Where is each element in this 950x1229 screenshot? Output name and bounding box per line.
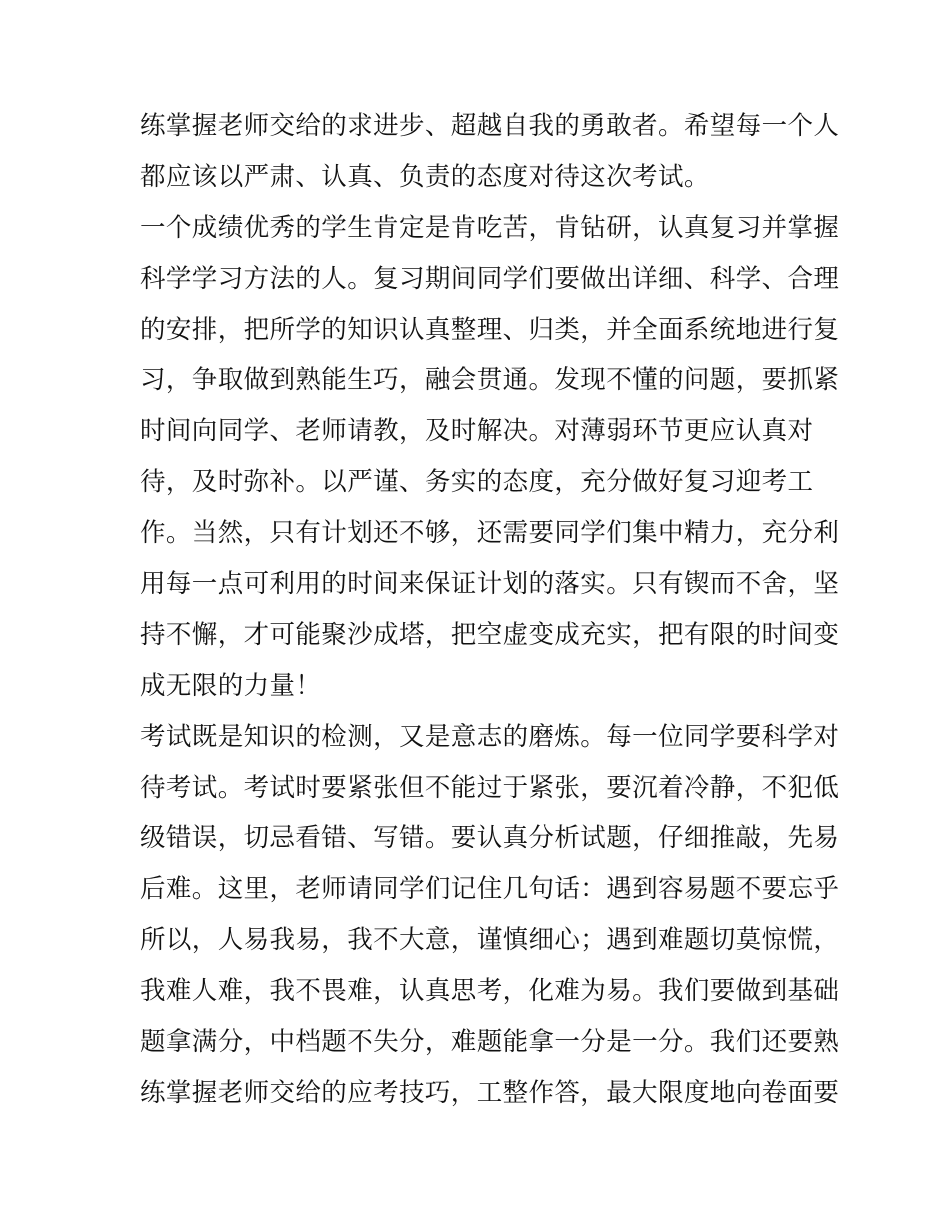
text-line: 待考试。考试时要紧张但不能过于紧张，要沉着冷静，不犯低 [140, 772, 840, 803]
text-line: 时间向同学、老师请教，及时解决。对薄弱环节更应认真对 [140, 416, 814, 447]
text-line: 持不懈，才可能聚沙成塔，把空虚变成充实，把有限的时间变 [140, 619, 840, 650]
text-line: 成无限的力量！ [140, 670, 322, 701]
text-line: 科学学习方法的人。复习期间同学们要做出详细、科学、合理 [140, 263, 840, 294]
text-line: 用每一点可利用的时间来保证计划的落实。只有锲而不舍，坚 [140, 569, 840, 600]
body-text [140, 101, 840, 1119]
text-line: 后难。这里，老师请同学们记住几句话：遇到容易题不要忘乎 [140, 874, 840, 905]
text-line: 习，争取做到熟能生巧，融会贯通。发现不懂的问题，要抓紧 [140, 365, 840, 396]
text-line: 都应该以严肃、认真、负责的态度对待这次考试。 [140, 161, 710, 192]
text-line: 所以，人易我易，我不大意，谨慎细心；遇到难题切莫惊慌， [140, 925, 840, 956]
text-line: 级错误，切忌看错、写错。要认真分析试题，仔细推敲，先易 [140, 823, 840, 854]
text-line: 作。当然，只有计划还不够，还需要同学们集中精力，充分利 [140, 518, 840, 549]
text-line: 练掌握老师交给的求进步、超越自我的勇敢者。希望每一个人 [140, 111, 840, 141]
text-line: 题拿满分，中档题不失分，难题能拿一分是一分。我们还要熟 [140, 1027, 840, 1058]
text-line: 待，及时弥补。以严谨、务实的态度，充分做好复习迎考工 [140, 467, 814, 498]
text-line: 我难人难，我不畏难，认真思考，化难为易。我们要做到基础 [140, 976, 840, 1007]
text-line: 考试既是知识的检测，又是意志的磨炼。每一位同学要科学对 [140, 721, 840, 752]
text-line: 练掌握老师交给的应考技巧，工整作答，最大限度地向卷面要 [140, 1077, 840, 1108]
text-line: 的安排，把所学的知识认真整理、归类，并全面系统地进行复 [140, 314, 840, 345]
text-line: 一个成绩优秀的学生肯定是肯吃苦，肯钻研，认真复习并掌握 [140, 212, 840, 243]
